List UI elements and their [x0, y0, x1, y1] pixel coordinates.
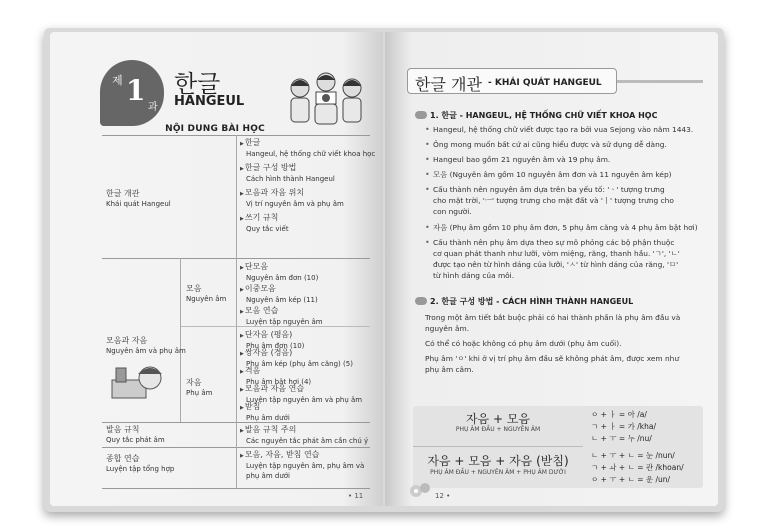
formula-1: 자음 + 모음 [465, 412, 531, 426]
list-item: ▶한글 구성 방법 Cách hình thành Hangeul [240, 163, 335, 183]
category-vietnamese: Khái quát Hangeul [106, 200, 171, 208]
subcategory-vietnamese: Nguyên âm [186, 295, 227, 303]
bullet-item: • Ông mong muốn bất cứ ai cũng hiểu được và sử dụng dễ dàng. [425, 140, 667, 149]
table-divider [180, 258, 181, 422]
bullet-item: • Cấu thành nên phụ âm dựa theo sự mô phỏng các bộ phận thuộc cơ quan phát thanh như lưỡi, vòm miệng, răng, thanh hầu. 'ㄱ', 'ㄴ' được tạo nên từ hình dáng của lưỡi, 'ㅅ' từ hình dáng của răng, 'ㅁ' từ hình dáng của môi. [425, 238, 680, 280]
cloud-icon [415, 297, 427, 305]
left-page [50, 32, 383, 506]
list-item: ▶한글 Hangeul, hệ thống chữ viết khoa học [240, 138, 376, 158]
examples-simple: ㅇ + ㅏ = 아 /a/ ㄱ + ㅏ = 가 /kha/ ㄴ + ㅜ = 누 /nu/ [591, 410, 656, 443]
bullet-item: • 자음 (Phụ âm gồm 10 phụ âm đơn, 5 phụ âm căng và 4 phụ âm bật hơi) [425, 223, 698, 232]
open-book [44, 28, 724, 512]
chapter-title-korean: 한글 [174, 70, 221, 98]
examples-batchim: ㄴ + ㅜ + ㄴ = 눈 /nun/ ㄱ + ㅘ + ㄴ = 관 /khoan/ ㅇ + ㅜ + ㄴ = 운 /un/ [591, 451, 684, 484]
list-item: ▶받침 Phụ âm dưới [240, 402, 290, 422]
page-number: 12 • [435, 492, 451, 500]
list-item: ▶이중모음 Nguyên âm kép (11) [240, 284, 318, 304]
table-bottom-line [102, 488, 370, 489]
list-item: ▶모음, 자음, 받침 연습 Luyện tập nguyên âm, phụ âm và phụ âm dưới [240, 450, 365, 480]
child-studying-illustration [110, 362, 166, 402]
category-vietnamese: Quy tắc phát âm [106, 436, 165, 444]
right-page [385, 32, 718, 506]
header-korean: 한글 개관 [415, 75, 482, 94]
bullet-item: • 모음 (Nguyên âm gồm 10 nguyên âm đơn và 11 nguyên âm kép) [425, 170, 672, 179]
formula-divider [413, 446, 583, 447]
header-rule [617, 80, 703, 83]
section-1-heading: 1. 한글 - HANGEUL, HỆ THỐNG CHỮ VIẾT KHOA HỌC [415, 110, 657, 121]
category-vietnamese: Luyện tập tổng hợp [106, 465, 175, 473]
bullet-item: • Hangeul, hệ thống chữ viết được tạo ra bởi vua Sejong vào năm 1443. [425, 125, 694, 134]
children-with-flag-illustration [286, 68, 366, 126]
cloud-icon [415, 111, 427, 119]
list-item: ▶모음과 자음 연습 Luyện tập nguyên âm và phụ âm [240, 384, 363, 404]
category-vietnamese: Nguyên âm và phụ âm [106, 347, 186, 355]
page-number: • 11 [348, 492, 364, 500]
subcategory-korean: 자음 [186, 378, 202, 387]
list-item: ▶쓰기 규칙 Quy tắc viết [240, 213, 289, 233]
category-korean: 발음 규칙 [106, 425, 140, 434]
header-vietnamese: - KHÁI QUÁT HANGEUL [488, 78, 602, 88]
flower-decoration-icon [407, 480, 433, 502]
list-item: ▶단자음 (평음) Phụ âm đơn (10) [240, 330, 305, 350]
chapter-gwa: 과 [148, 102, 158, 113]
list-item: ▶쌍자음 (경음) Phụ âm kép (phụ âm căng) (5) [240, 348, 353, 368]
category-korean: 종합 연습 [106, 454, 140, 463]
bullet-item: • Cấu thành nên nguyên âm dựa trên ba yếu tố: 'ㆍ' tượng trưng cho mặt trời, 'ㅡ' tượng trưng cho mặt đất và 'ㅣ' tượng trưng cho con người. [425, 185, 674, 216]
subcategory-vietnamese: Phụ âm [186, 389, 213, 397]
list-item: ▶모음 연습 Luyện tập nguyên âm [240, 306, 323, 326]
chapter-title-english: HANGEUL [174, 94, 245, 109]
category-korean: 모음과 자음 [106, 336, 148, 345]
formula-2-caption: PHỤ ÂM ĐẦU + NGUYÊN ÂM + PHỤ ÂM DƯỚI [430, 469, 566, 476]
subcategory-korean: 모음 [186, 284, 202, 293]
chapter-badge [100, 60, 164, 126]
list-item: ▶단모음 Nguyên âm đơn (10) [240, 262, 319, 282]
table-divider [236, 135, 237, 488]
list-item: ▶발음 규칙 주의 Các nguyên tắc phát âm cần chú ý [240, 425, 369, 445]
chapter-je: 제 [112, 74, 123, 87]
list-item: ▶모음과 자음 위치 Vị trí nguyên âm và phụ âm [240, 188, 344, 208]
lesson-contents-heading: NỘI DUNG BÀI HỌC [165, 124, 265, 134]
list-item: ▶격음 Phụ âm bật hơi (4) [240, 366, 312, 386]
bullet-item: • Hangeul bao gồm 21 nguyên âm và 19 phụ âm. [425, 155, 611, 164]
formula-2: 자음 + 모음 + 자음 (받침) [427, 454, 569, 468]
formula-1-caption: PHỤ ÂM ĐẦU + NGUYÊN ÂM [455, 426, 541, 433]
paragraph: Trong một âm tiết bắt buộc phải có hai thành phần là phụ âm đầu và nguyên âm. Có thể có hoặc không có phụ âm dưới (phụ âm cuối). Phụ âm 'ㅇ' khi ở vị trí phụ âm đầu sẽ không phát âm, được xem như phụ âm câm. [425, 313, 681, 374]
chapter-number: 1 [126, 74, 146, 107]
category-korean: 한글 개관 [106, 189, 140, 198]
section-2-heading: 2. 한글 구성 방법 - CÁCH HÌNH THÀNH HANGEUL [415, 296, 633, 307]
